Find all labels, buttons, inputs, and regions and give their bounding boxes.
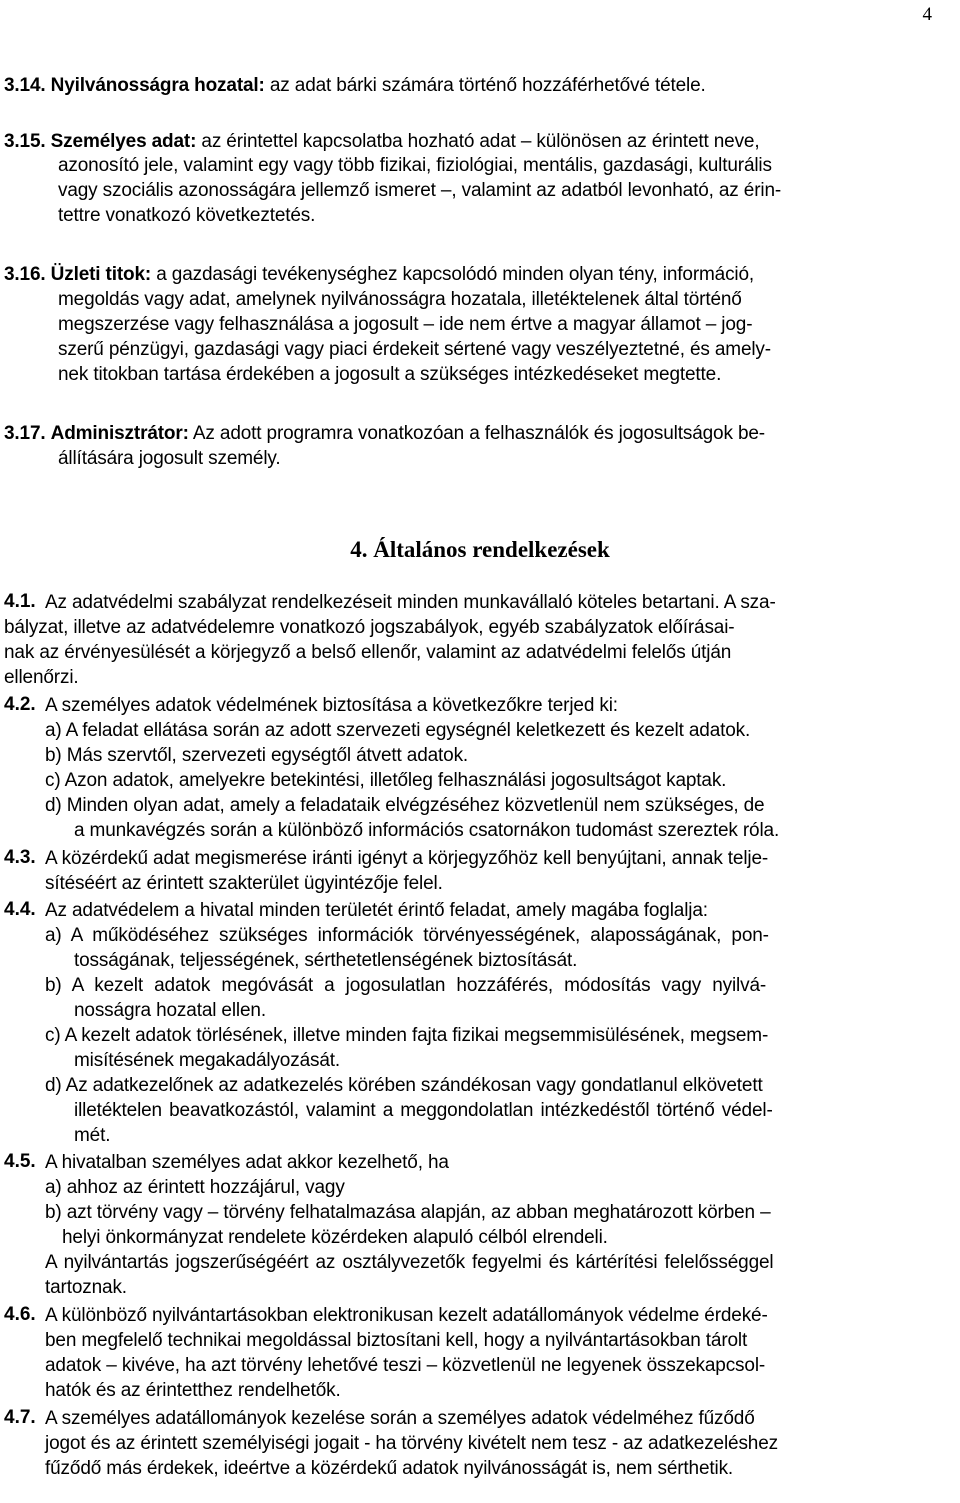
section-number: 4.1.	[4, 591, 36, 612]
definition-3-15	[4, 131, 759, 152]
defined-term: Személyes adat:	[50, 131, 197, 152]
paragraph-line: adatok – kivéve, ha azt törvény lehetővé teszi – közvetlenül ne legyenek összekapcsol-	[45, 1355, 766, 1376]
defined-term: Adminisztrátor:	[50, 423, 189, 444]
paragraph-line: nak az érvényesülését a körjegyző a belső ellenőr, valamint az adatvédelmi felelős útján	[4, 642, 732, 663]
paragraph-line: sítéséért az érintett szakterület ügyintézője felel.	[45, 873, 443, 894]
page-number: 4	[922, 4, 932, 25]
section-number: 4.3.	[4, 847, 36, 868]
section-heading: 4. Általános rendelkezések	[350, 537, 610, 562]
definition-text: megszerzése vagy felhasználása a jogosult – ide nem értve a magyar államot – jog-	[58, 314, 753, 335]
list-item: b) azt törvény vagy – törvény felhatalmazása alapján, az abban meghatározott körben –	[45, 1202, 771, 1223]
definition-3-14	[4, 75, 706, 96]
definition-text: állítására jogosult személy.	[58, 448, 281, 469]
defined-term: Nyilvánosságra hozatal:	[50, 75, 265, 96]
paragraph-line: Az adatvédelem a hivatal minden területét érintő feladat, amely magába foglalja:	[45, 900, 708, 921]
definition-text: vagy szociális azonosságára jellemző ismeret –, valamint az adatból levonható, az érin-	[58, 180, 782, 201]
list-item-continuation: a munkavégzés során a különböző információs csatornákon tudomást szereztek róla.	[74, 820, 780, 841]
definition-text: szerű pénzügyi, gazdasági vagy piaci érdekeit sértené vagy veszélyeztetné, és amely-	[58, 339, 771, 360]
paragraph-line: A személyes adatok védelmének biztosítása a következőkre terjed ki:	[45, 695, 618, 716]
definition-text: az adat bárki számára történő hozzáférhetővé tétele.	[269, 75, 706, 96]
defined-term: Üzleti titok:	[50, 264, 152, 285]
paragraph-line: tartoznak.	[45, 1277, 127, 1298]
paragraph-line: jogot és az érintett személyiségi jogait - ha törvény kivételt nem tesz - az adatkezeléshez	[45, 1433, 778, 1454]
section-number: 3.15.	[4, 131, 46, 152]
section-number: 4.6.	[4, 1304, 36, 1325]
list-item: a) A működéséhez szükséges információk törvényességének, alaposságának, pon-	[45, 925, 769, 946]
paragraph-line: bályzat, illetve az adatvédelemre vonatkozó jogszabályok, egyéb szabályzatok előírásai-	[4, 617, 735, 638]
definition-text: nek titokban tartása érdekében a jogosult a szükséges intézkedéseket megtette.	[58, 364, 722, 385]
definition-text: az érintettel kapcsolatba hozható adat – különösen az érintett neve,	[201, 131, 760, 152]
paragraph-line: A nyilvántartás jogszerűségéért az osztályvezetők fegyelmi és kártérítési felelősséggel	[45, 1252, 774, 1273]
section-number: 4.2.	[4, 694, 36, 715]
list-item: b) Más szervtől, szervezeti egységtől átvett adatok.	[45, 745, 469, 766]
list-item-continuation: mét.	[74, 1125, 111, 1146]
definition-3-17	[4, 423, 765, 444]
paragraph-line: A hivatalban személyes adat akkor kezelhető, ha	[45, 1152, 449, 1173]
list-item: b) A kezelt adatok megóvását a jogosulatlan hozzáférés, módosítás vagy nyilvá-	[45, 975, 767, 996]
list-item-continuation: helyi önkormányzat rendelete közérdeken alapuló célból elrendeli.	[62, 1227, 608, 1248]
section-number: 4.4.	[4, 899, 36, 920]
paragraph-line: ellenőrzi.	[4, 667, 79, 688]
list-item: d) Az adatkezelőnek az adatkezelés körében szándékosan vagy gondatlanul elkövetett	[45, 1075, 763, 1096]
paragraph-line: ben megfelelő technikai megoldással biztosítani kell, hogy a nyilvántartásokban tárolt	[45, 1330, 748, 1351]
section-number: 3.17.	[4, 423, 46, 444]
list-item-continuation: illetéktelen beavatkozástól, valamint a meggondolatlan intézkedéstől történő védel-	[74, 1100, 773, 1121]
definition-text: tettre vonatkozó következtetés.	[58, 205, 316, 226]
paragraph-line: A személyes adatállományok kezelése során a személyes adatok védelméhez fűződő	[45, 1408, 755, 1429]
paragraph-line: fűződő más érdekek, ideértve a közérdekű adatok nyilvánosságát is, nem sérthetik.	[45, 1458, 734, 1479]
list-item-continuation: tosságának, teljességének, sérthetetlenségének biztosítását.	[74, 950, 578, 971]
section-number: 4.5.	[4, 1151, 36, 1172]
section-number: 4.7.	[4, 1407, 36, 1428]
definition-text: azonosító jele, valamint egy vagy több fizikai, fiziológiai, mentális, gazdasági, kulturális	[58, 155, 772, 176]
definition-text: megoldás vagy adat, amelynek nyilvánosságra hozatala, illetéktelenek által történő	[58, 289, 742, 310]
list-item-continuation: nosságra hozatal ellen.	[74, 1000, 266, 1021]
definition-3-16	[4, 264, 754, 285]
paragraph-line: A különböző nyilvántartásokban elektronikusan kezelt adatállományok védelme érdeké-	[45, 1305, 768, 1326]
list-item-continuation: misítésének megakadályozását.	[74, 1050, 341, 1071]
section-number: 3.16.	[4, 264, 46, 285]
list-item: a) ahhoz az érintett hozzájárul, vagy	[45, 1177, 345, 1198]
list-item: c) A kezelt adatok törlésének, illetve minden fajta fizikai megsemmisülésének, megsem-	[45, 1025, 769, 1046]
paragraph-line: hatók és az érintetthez rendelhetők.	[45, 1380, 341, 1401]
list-item: c) Azon adatok, amelyekre betekintési, illetőleg felhasználási jogosultságot kaptak.	[45, 770, 727, 791]
definition-text: Az adott programra vonatkozóan a felhasználók és jogosultságok be-	[192, 423, 765, 444]
list-item: a) A feladat ellátása során az adott szervezeti egységnél keletkezett és kezelt adatok.	[45, 720, 751, 741]
paragraph-line: Az adatvédelmi szabályzat rendelkezéseit minden munkavállaló köteles betartani. A sza-	[45, 592, 776, 613]
paragraph-line: A közérdekű adat megismerése iránti igényt a körjegyzőhöz kell benyújtani, annak telje-	[45, 848, 769, 869]
section-number: 3.14.	[4, 75, 46, 96]
definition-text: a gazdasági tevékenységhez kapcsolódó minden olyan tény, információ,	[156, 264, 755, 285]
list-item: d) Minden olyan adat, amely a feladataik elvégzéséhez közvetlenül nem szükséges, de	[45, 795, 765, 816]
